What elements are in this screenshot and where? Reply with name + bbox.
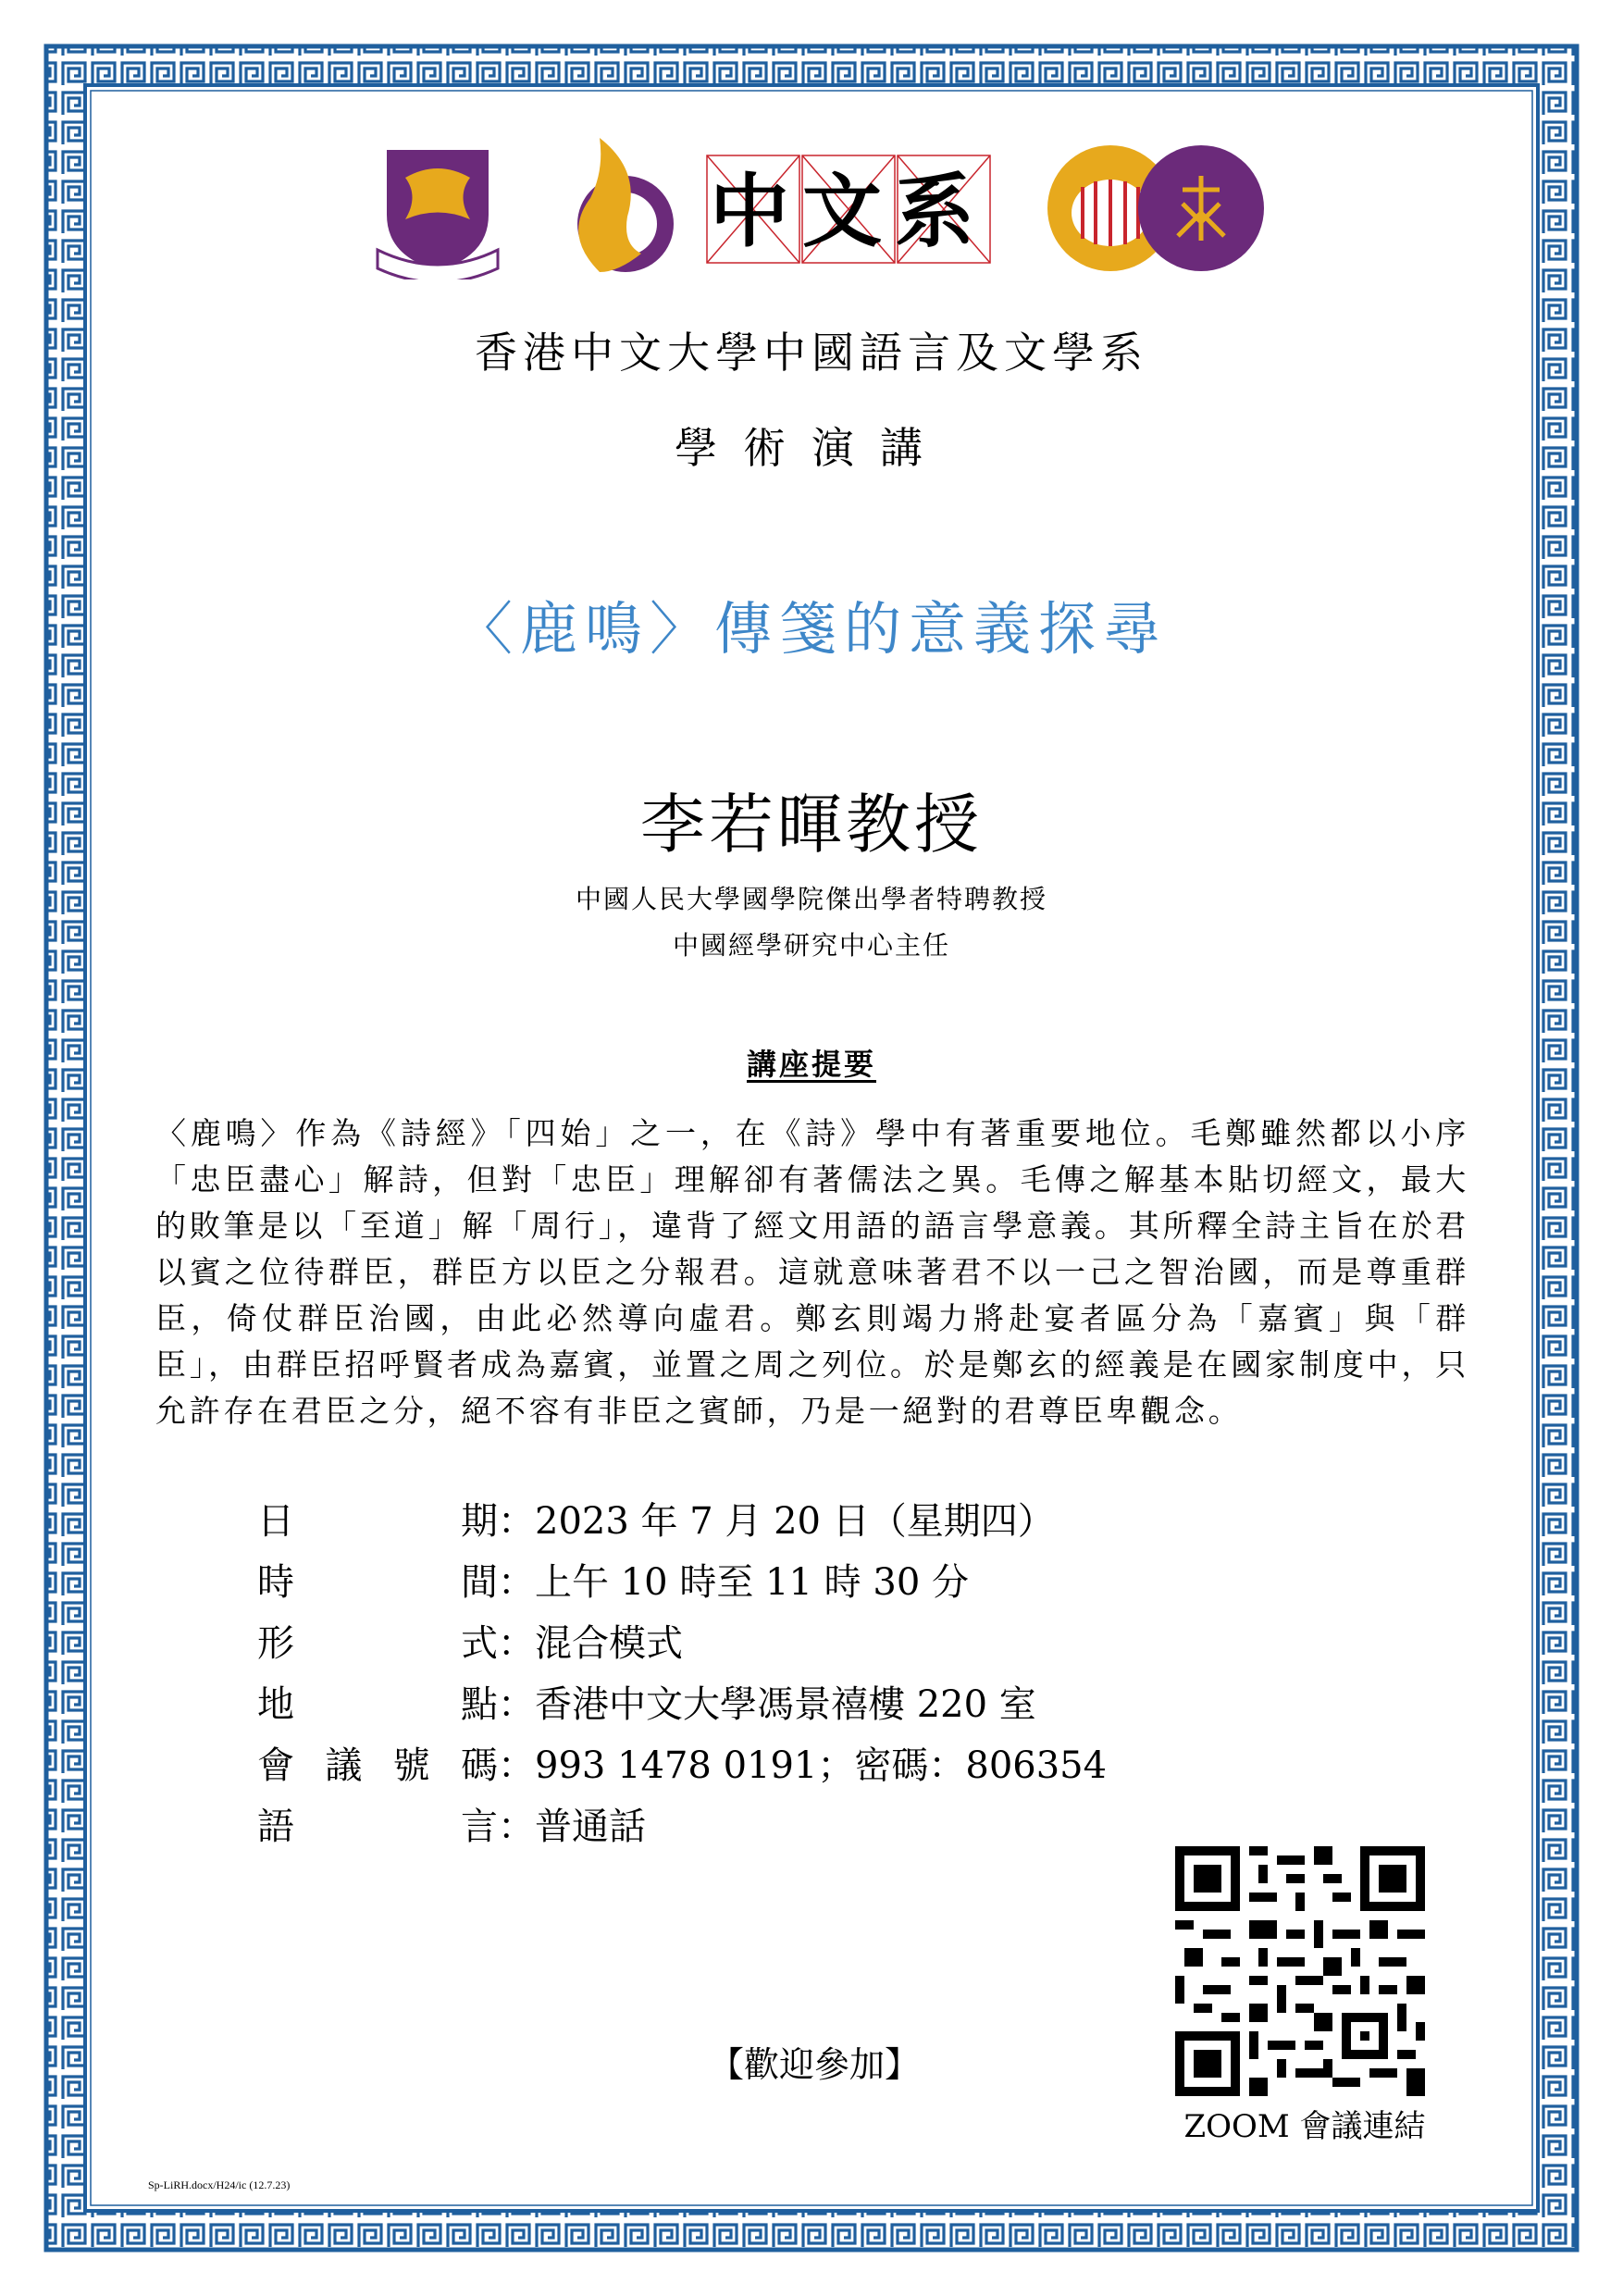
logo-row	[0, 130, 1623, 278]
flame-logo-icon	[553, 133, 683, 281]
speaker-name: 李若暉教授	[640, 787, 983, 863]
abstract-text: 〈鹿鳴〉作為《詩經》「四始」之一，在《詩》學中有著重要地位。毛鄭雖然都以小序「忠臣盡心」解詩，但對「忠臣」理解卻有著儒法之異。毛傳之解基本貼切經文，最大的敗筆是以「至道」解「周行」，違背了經文用語的語言學意義。其所釋全詩主旨在於君以賓之位待群臣，群臣方以臣之分報君。這就意味著君不以一己之智治國，而是尊重群臣，倚仗群臣治國，由此必然導向虛君。鄭玄則竭力將赴宴者區分為「嘉賓」與「群臣」，由群臣招呼賢者成為嘉賓，並置之周之列位。於是鄭玄的經義是在國家制度中，只允許存在君臣之分，絕不容有非臣之賓師，乃是一絕對的君尊臣卑觀念。	[155, 1115, 1469, 1429]
chinese-department-calligraphy-logo	[705, 154, 992, 265]
detail-value: 2023 年 7 月 20 日（星期四）	[535, 1499, 1055, 1543]
document-code: Sp-LiRH.docx/H24/ic (12.7.23)	[148, 2178, 291, 2191]
lecture-title: 〈鹿鳴〉傳箋的意義探尋	[454, 595, 1168, 663]
abstract-heading: 講座提要	[746, 1047, 876, 1082]
zoom-qr-code[interactable]	[1175, 1846, 1425, 2096]
speaker-position-1: 中國人民大學國學院傑出學者特聘教授	[575, 884, 1047, 914]
detail-row: 地 點 ： 香港中文大學馮景禧樓 220 室	[257, 1673, 1036, 1729]
detail-value: 香港中文大學馮景禧樓 220 室	[535, 1682, 1036, 1726]
detail-value: 普通話	[535, 1805, 646, 1848]
svg-text:中文系: 中文系	[710, 165, 987, 258]
detail-row: 時 間 ： 上午 10 時至 11 時 30 分	[257, 1551, 969, 1607]
lantern-logo-icon	[1044, 139, 1266, 278]
detail-label: 會 議 號 碼	[257, 1744, 498, 1787]
detail-value: 993 1478 0191；密碼：806354	[535, 1744, 1108, 1787]
speaker-position-2: 中國經學研究中心主任	[672, 930, 950, 961]
lecture-series-label: 學術演講	[675, 423, 948, 473]
detail-label: 形 式	[257, 1621, 498, 1665]
detail-label: 日 期	[257, 1499, 498, 1543]
detail-value: 混合模式	[535, 1621, 683, 1665]
qr-caption: ZOOM 會議連結	[1183, 2108, 1426, 2145]
detail-row: 會 議 號 碼 ： 993 1478 0191；密碼：806354	[257, 1734, 1107, 1790]
detail-label: 語 言	[257, 1805, 498, 1848]
department-name: 香港中文大學中國語言及文學系	[475, 328, 1148, 378]
welcome-text: 【歡迎參加】	[708, 2044, 920, 2085]
detail-label: 時 間	[257, 1560, 498, 1604]
detail-row: 日 期 ： 2023 年 7 月 20 日（星期四）	[257, 1490, 1055, 1545]
detail-value: 上午 10 時至 11 時 30 分	[535, 1560, 969, 1604]
detail-row: 形 式 ： 混合模式	[257, 1612, 683, 1668]
detail-row: 語 言 ： 普通話	[257, 1795, 646, 1851]
detail-label: 地 點	[257, 1682, 498, 1726]
cuhk-crest-icon	[368, 141, 507, 279]
